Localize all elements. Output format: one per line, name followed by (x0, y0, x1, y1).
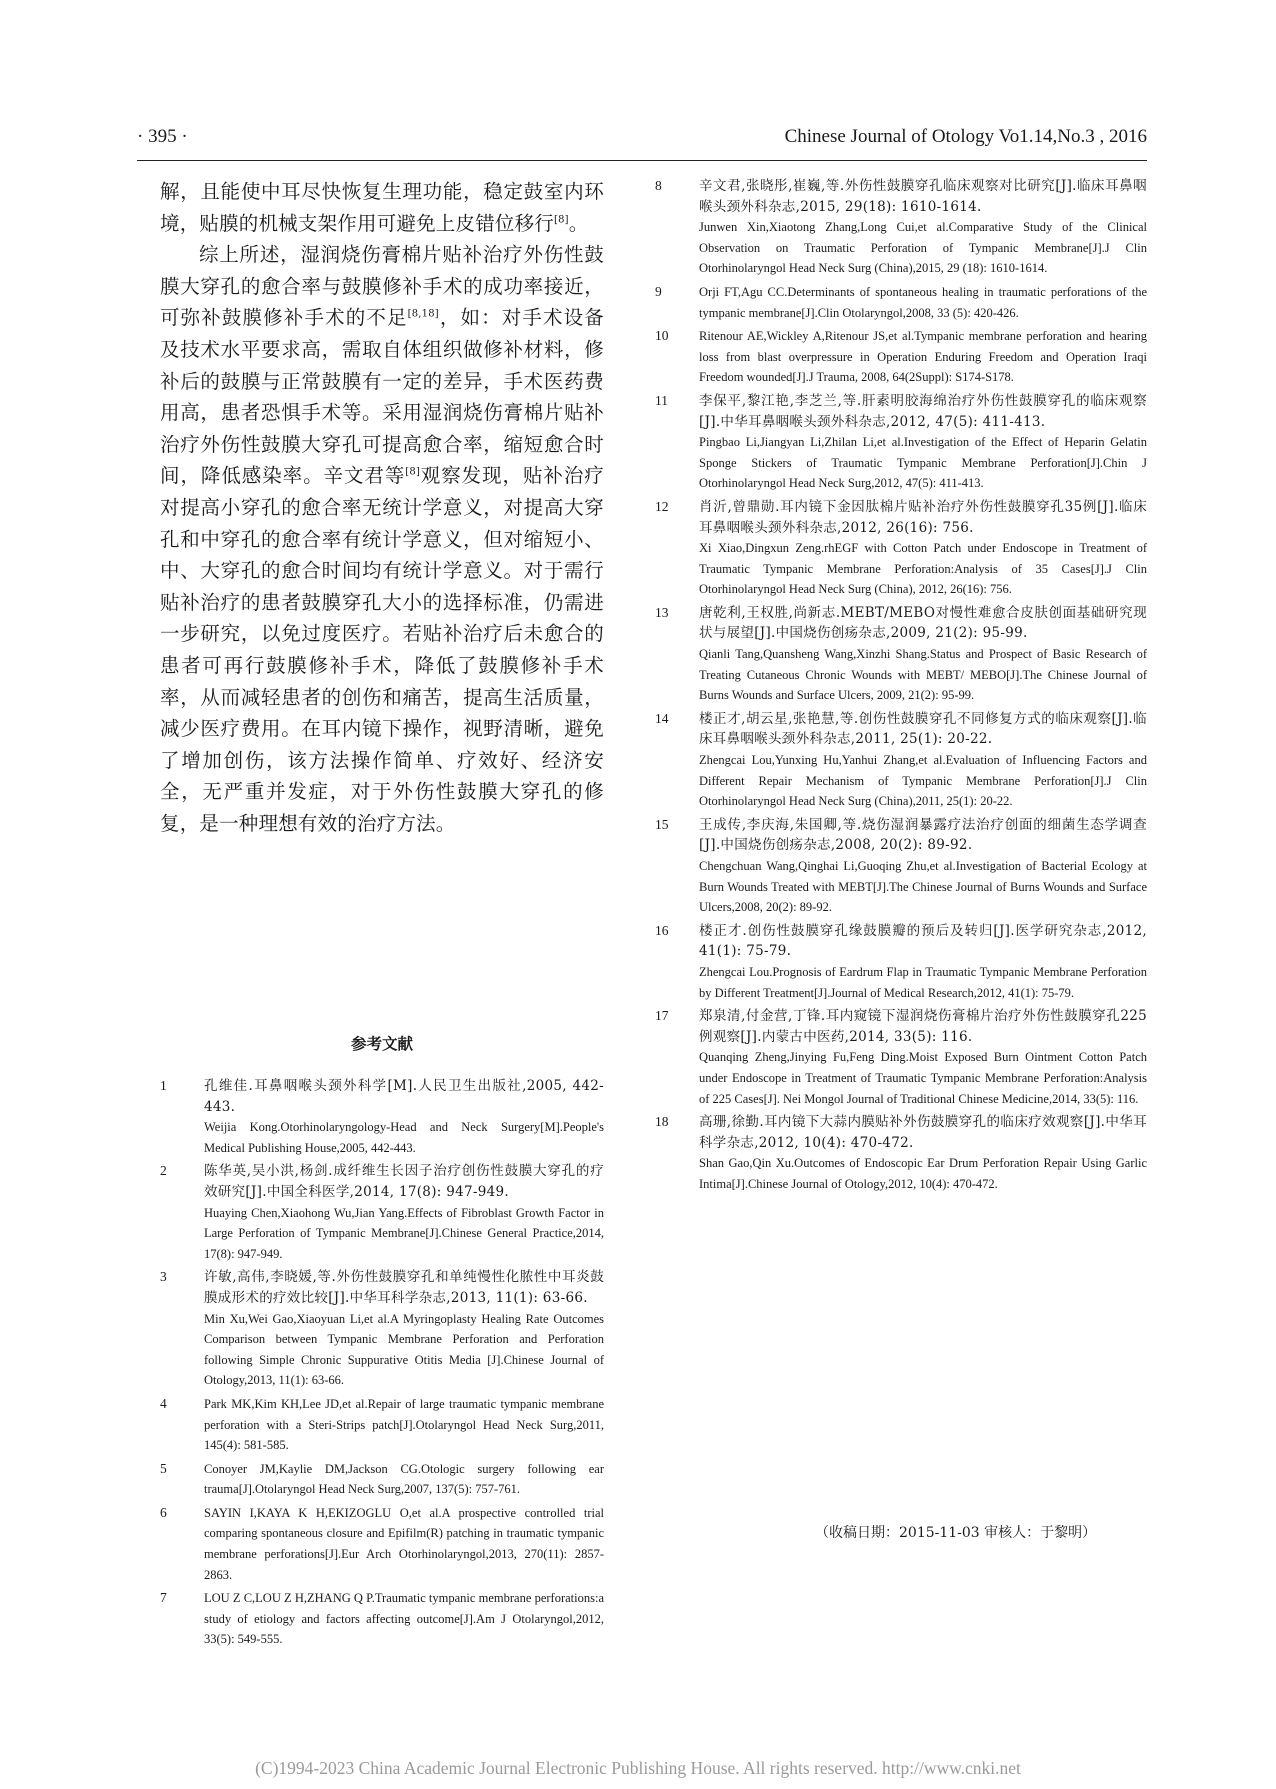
reference-text-zh: 高珊,徐勤.耳内镜下大蒜内膜贴补外伤鼓膜穿孔的临床疗效观察[J].中华耳科学杂志,2012, 10(4): 470-472. (699, 1114, 1147, 1151)
reference-text-en: Xi Xiao,Dingxun Zeng.rhEGF with Cotton Patch under Endoscope in Treatment of Traumatic Tympanic Membrane Perforation:Analysis of 35 Cases[J].J Clin Otorhinolaryngol Head Neck Surg (China), 2012, 26(16): 756. (699, 541, 1147, 597)
reference-item (655, 1006, 1147, 1109)
reference-text-en: Chengchuan Wang,Qinghai Li,Guoqing Zhu,et al.Investigation of Bacterial Ecology at Burn Wounds Treated with MEBT[J].The Chinese Journal of Burns Wounds and Surface Ulcers,2008, 20(2): 89-92. (699, 859, 1147, 915)
reference-text-en: Min Xu,Wei Gao,Xiaoyuan Li,et al.A Myringoplasty Healing Rate Outcomes Comparison between Tympanic Membrane Perforation and Perforation following Simple Chronic Suppurative Otitis Media [J].Chinese Journal of Otology,2013, 11(1): 63-66. (204, 1311, 604, 1388)
reference-text-en: SAYIN I,KAYA K H,EKIZOGLU O,et al.A prospective controlled trial comparing spontaneous closure and Epifilm(R) patching in traumatic tympanic membrane perforations[J].Eur Arch Otorhinolaryngol,2013, 270(11): 2857-2863. (204, 1505, 604, 1582)
reference-number: 6 (160, 1504, 167, 1520)
reference-text-en: Zhengcai Lou,Yunxing Hu,Yanhui Zhang,et al.Evaluation of Influencing Factors and Different Repair Mechanism of Tympanic Membrane Perforation[J].J Clin Otorhinolaryngol Head Neck Surg (China),2011, 25(1): 20-22. (699, 753, 1147, 809)
journal-title: Chinese Journal of Otology Vo1.14,No.3 , 2016 (784, 126, 1147, 147)
reference-number: 14 (655, 710, 669, 726)
reference-number: 12 (655, 498, 669, 514)
reference-text-zh: 唐乾利,王权胜,尚新志.MEBT/MEBO对慢性难愈合皮肤创面基础研究现状与展望[J].中国烧伤创疡杂志,2009, 21(2): 95-99. (699, 604, 1147, 642)
copyright-footer: (C)1994-2023 China Academic Journal Electronic Publishing House. All rights reserved. http://www.cnki.net (255, 1758, 1021, 1778)
reference-text-zh: 郑泉清,付金营,丁锋.耳内窥镜下湿润烧伤膏棉片治疗外伤性鼓膜穿孔225例观察[J].内蒙古中医药,2014, 33(5): 116. (699, 1008, 1147, 1045)
reference-text-en: Park MK,Kim KH,Lee JD,et al.Repair of large traumatic tympanic membrane perforation with a Steri-Strips patch[J].Otolaryngol Head Neck Surg,2011, 145(4): 581-585. (204, 1396, 604, 1453)
references-title: 参考文献 (350, 1034, 413, 1053)
reference-number: 10 (655, 328, 669, 344)
reference-text-en: Orji FT,Agu CC.Determinants of spontaneous healing in traumatic perforations of the tympanic membrane[J].Clin Otolaryngol,2008, 33 (5): 420-426. (699, 284, 1147, 320)
reference-number: 5 (160, 1460, 167, 1476)
reference-text-en: Shan Gao,Qin Xu.Outcomes of Endoscopic Ear Drum Perforation Repair Using Garlic Intima[J].Chinese Journal of Otology,2012, 10(4): 470-472. (699, 1156, 1147, 1191)
reference-text-en: Weijia Kong.Otorhinolaryngology-Head and Neck Surgery[M].People's Medical Publishing House,2005, 442-443. (204, 1120, 604, 1155)
body-paragraph: 解，且能使中耳尽快恢复生理功能，稳定鼓室内环境，贴膜的机械支架作用可避免上皮错位移行[8]。 (160, 180, 604, 235)
reference-number: 16 (655, 922, 669, 938)
reference-number: 11 (655, 392, 668, 408)
reference-item (655, 326, 1147, 388)
received-date: （收稿日期：2015-11-03 审核人：于黎明） (815, 1525, 1097, 1541)
reference-item (160, 1394, 604, 1456)
reference-text-en: Conoyer JM,Kaylie DM,Jackson CG.Otologic surgery following ear trauma[J].Otolaryngol Head Neck Surg,2007, 137(5): 757-761. (204, 1461, 604, 1497)
citation: [8] (554, 214, 569, 226)
reference-text-en: Huaying Chen,Xiaohong Wu,Jian Yang.Effects of Fibroblast Growth Factor in Large Perforation of Tympanic Membrane[J].Chinese General Practice,2014, 17(8): 947-949. (204, 1205, 604, 1261)
body-paragraph: 综上所述，湿润烧伤膏棉片贴补治疗外伤性鼓膜大穿孔的愈合率与鼓膜修补手术的成功率接近，可弥补鼓膜修补手术的不足[8,18]，如：对手术设备及技术水平要求高，需取自体组织做修补材料，修补后的鼓膜与正常鼓膜有一定的差异，手术医药费用高，患者恐惧手术等。采用湿润烧伤膏棉片贴补治疗外伤性鼓膜大穿孔可提高愈合率，缩短愈合时间，降低感染率。辛文君等[8]观察发现，贴补治疗对提高小穿孔的愈合率无统计学意义，对提高大穿孔和中穿孔的愈合率有统计学意义，但对缩短小、中、大穿孔的愈合时间均有统计学意义。对于需行贴补治疗的患者鼓膜穿孔大小的选择标准，仍需进一步研究，以免过度医疗。若贴补治疗后未愈合的患者可再行鼓膜修补手术，降低了鼓膜修补手术率，从而减轻患者的创伤和痛苦，提高生活质量，减少医疗费用。在耳内镜下操作，视野清晰，避免了增加创伤，该方法操作简单、疗效好、经济安全，无严重并发症，对于外伤性鼓膜大穿孔的修复，是一种理想有效的治疗方法。 (160, 243, 604, 835)
reference-number: 9 (655, 283, 662, 299)
left-column (160, 176, 604, 1647)
reference-text-zh: 王成传,李庆海,朱国卿,等.烧伤湿润暴露疗法治疗创面的细菌生态学调查[J].中国烧伤创疡杂志,2008, 20(2): 89-92. (699, 816, 1147, 854)
reference-item (655, 497, 1147, 600)
reference-number: 17 (655, 1008, 669, 1024)
reference-text-en: Ritenour AE,Wickley A,Ritenour JS,et al.Tympanic membrane perforation and hearing loss from blast overpressure in Operation Enduring Freedom and Operation Iraqi Freedom wounded[J].J Trauma, 2008, 64(2Suppl): S174-S178. (699, 329, 1147, 385)
reference-number: 4 (160, 1395, 167, 1411)
reference-item (160, 1267, 604, 1391)
reference-text-en: Qianli Tang,Quansheng Wang,Xinzhi Shang.Status and Prospect of Basic Research of Treating Cutaneous Chronic Wounds with MEBT/ MEBO[J].The Chinese Journal of Burns Wounds and Surface Ulcers, 2009, 21(2): 95-99. (699, 647, 1147, 703)
reference-item (160, 1076, 604, 1158)
reference-item (655, 176, 1147, 279)
reference-text-zh: 李保平,黎江艳,李芝兰,等.肝素明胶海绵治疗外伤性鼓膜穿孔的临床观察[J].中华耳鼻咽喉头颈外科杂志,2012, 47(5): 411-413. (699, 392, 1147, 430)
page-number: · 395 · (137, 126, 188, 147)
reference-item (655, 282, 1147, 323)
page-header (137, 124, 1147, 161)
reference-text-zh: 孔维佳.耳鼻咽喉头颈外科学[M].人民卫生出版社,2005, 442-443. (204, 1078, 604, 1115)
reference-text-zh: 陈华英,吴小洪,杨剑.成纤维生长因子治疗创伤性鼓膜大穿孔的疗效研究[J].中国全科医学,2014, 17(8): 947-949. (204, 1163, 604, 1200)
reference-number: 2 (160, 1163, 167, 1179)
reference-text-zh: 肖沂,曾鼎勋.耳内镜下金因肽棉片贴补治疗外伤性鼓膜穿孔35例[J].临床耳鼻咽喉头颈外科杂志,2012, 26(16): 756. (699, 498, 1147, 536)
reference-item (655, 391, 1147, 494)
references-list-left (160, 1076, 604, 1653)
references-list-right (655, 176, 1147, 1198)
reference-text-zh: 楼正才.创伤性鼓膜穿孔缘鼓膜瓣的预后及转归[J].医学研究杂志,2012, 41(1): 75-79. (699, 922, 1147, 960)
reference-number: 7 (160, 1590, 167, 1606)
reference-text-en: Zhengcai Lou.Prognosis of Eardrum Flap in Traumatic Tympanic Membrane Perforation by Different Treatment[J].Journal of Medical Research,2012, 41(1): 75-79. (699, 964, 1147, 1000)
reference-item (160, 1459, 604, 1500)
reference-text-en: Junwen Xin,Xiaotong Zhang,Long Cui,et al.Comparative Study of the Clinical Observation on Traumatic Perforation of Tympanic Membrane[J].J Clin Otorhinolaryngol Head Neck Surg (China),2015, 29 (18): 1610-1614. (699, 220, 1147, 276)
reference-number: 18 (655, 1114, 669, 1130)
reference-item (160, 1503, 604, 1585)
reference-text-zh: 辛文君,张晓彤,崔巍,等.外伤性鼓膜穿孔临床观察对比研究[J].临床耳鼻咽喉头颈外科杂志,2015, 29(18): 1610-1614. (699, 178, 1147, 215)
reference-text-en: Pingbao Li,Jiangyan Li,Zhilan Li,et al.Investigation of the Effect of Heparin Gelatin Sponge Stickers of Traumatic Tympanic Membrane Perforation[J].Chin J Otorhinolaryngol Head Neck Surg,2012, 47(5): 411-413. (699, 435, 1147, 491)
reference-number: 1 (160, 1078, 167, 1093)
citation: [8,18] (407, 308, 439, 320)
reference-item (655, 1112, 1147, 1194)
citation: [8] (405, 466, 421, 478)
reference-text-en: LOU Z C,LOU Z H,ZHANG Q P.Traumatic tympanic membrane perforations:a study of etiology and factors affecting outcome[J].Am J Otolaryngol,2012, 33(5): 549-555. (204, 1591, 604, 1647)
reference-item (655, 709, 1147, 812)
reference-number: 3 (160, 1269, 167, 1285)
reference-item (655, 921, 1147, 1003)
reference-item (160, 1588, 604, 1650)
reference-item (160, 1161, 604, 1264)
reference-number: 13 (655, 604, 669, 620)
reference-number: 8 (655, 178, 662, 193)
reference-text-zh: 楼正才,胡云星,张艳慧,等.创伤性鼓膜穿孔不同修复方式的临床观察[J].临床耳鼻咽喉头颈外科杂志,2011, 25(1): 20-22. (699, 710, 1147, 748)
reference-item (655, 815, 1147, 918)
reference-number: 15 (655, 816, 669, 832)
reference-item (655, 603, 1147, 706)
reference-text-zh: 许敏,高伟,李晓媛,等.外伤性鼓膜穿孔和单纯慢性化脓性中耳炎鼓膜成形术的疗效比较[J].中华耳科学杂志,2013, 11(1): 63-66. (204, 1269, 604, 1306)
reference-text-en: Quanqing Zheng,Jinying Fu,Feng Ding.Moist Exposed Burn Ointment Cotton Patch under Endoscope in Treatment of Traumatic Tympanic Membrane Perforation:Analysis of 225 Cases[J]. Nei Mongol Journal of Traditional Chinese Medicine,2014, 33(5): 116. (699, 1050, 1147, 1106)
